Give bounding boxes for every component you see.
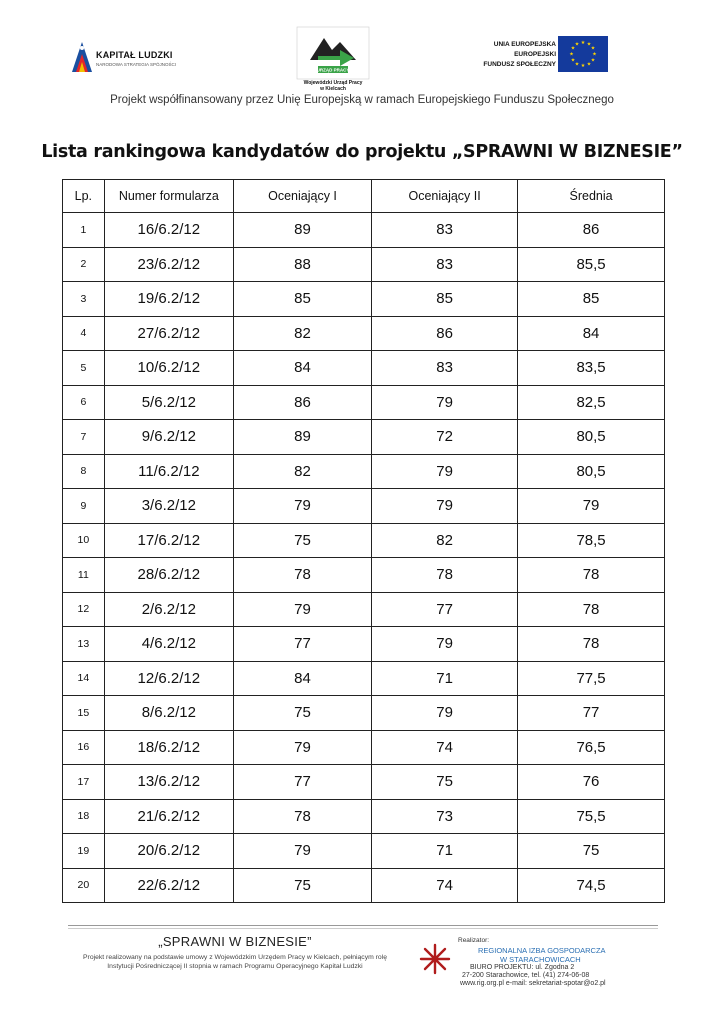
svg-text:★: ★ bbox=[586, 61, 592, 68]
cell-average: 80,5 bbox=[518, 454, 665, 489]
cell-average: 75 bbox=[518, 834, 665, 869]
table-row bbox=[63, 523, 665, 558]
cell-evaluator-1: 78 bbox=[233, 799, 371, 834]
urzad-pracy-caption bbox=[296, 80, 370, 92]
cell-evaluator-2: 79 bbox=[372, 489, 518, 524]
cell-evaluator-2: 73 bbox=[372, 799, 518, 834]
table-row bbox=[63, 834, 665, 869]
table-row bbox=[63, 420, 665, 455]
cell-average: 80,5 bbox=[518, 420, 665, 455]
realizator-label: Realizator: bbox=[458, 937, 490, 944]
table-row bbox=[63, 627, 665, 662]
footer-divider-2 bbox=[68, 928, 658, 929]
cell-evaluator-1: 75 bbox=[233, 696, 371, 731]
cell-evaluator-1: 77 bbox=[233, 627, 371, 662]
cell-average: 77,5 bbox=[518, 661, 665, 696]
cell-evaluator-2: 83 bbox=[372, 351, 518, 386]
table-row bbox=[63, 592, 665, 627]
cell-lp: 18 bbox=[63, 799, 105, 834]
cell-average: 84 bbox=[518, 316, 665, 351]
cell-lp: 11 bbox=[63, 558, 105, 593]
realizator-name-2: W STARACHOWICACH bbox=[500, 955, 581, 964]
table-row bbox=[63, 661, 665, 696]
cell-form-number: 8/6.2/12 bbox=[104, 696, 233, 731]
cell-evaluator-2: 77 bbox=[372, 592, 518, 627]
cell-lp: 17 bbox=[63, 765, 105, 800]
cell-evaluator-1: 79 bbox=[233, 730, 371, 765]
cell-average: 76,5 bbox=[518, 730, 665, 765]
eu-line2: EUROPEJSKI bbox=[514, 51, 556, 58]
svg-text:★: ★ bbox=[580, 63, 586, 69]
cell-lp: 9 bbox=[63, 489, 105, 524]
header-evaluator-2: Oceniający II bbox=[372, 180, 518, 213]
cell-evaluator-1: 89 bbox=[233, 420, 371, 455]
table-row bbox=[63, 489, 665, 524]
footer-desc-line1: Projekt realizowany na podstawie umowy z Wojewódzkim Urzędem Pracy w Kielcach, pełniącym rolę bbox=[83, 954, 387, 961]
cell-average: 78 bbox=[518, 558, 665, 593]
cell-evaluator-1: 84 bbox=[233, 351, 371, 386]
ranking-table bbox=[62, 179, 665, 903]
eu-line3: FUNDUSZ SPOŁECZNY bbox=[483, 61, 556, 68]
cell-evaluator-1: 78 bbox=[233, 558, 371, 593]
cell-evaluator-2: 85 bbox=[372, 282, 518, 317]
kapital-ludzki-sub: NARODOWA STRATEGIA SPÓJNOŚCI bbox=[96, 62, 177, 67]
cell-evaluator-1: 86 bbox=[233, 385, 371, 420]
table-row bbox=[63, 316, 665, 351]
cell-form-number: 28/6.2/12 bbox=[104, 558, 233, 593]
svg-text:★: ★ bbox=[570, 45, 576, 52]
svg-text:★: ★ bbox=[590, 45, 596, 52]
rig-logo-icon bbox=[418, 942, 452, 976]
eu-text bbox=[483, 40, 556, 70]
cell-evaluator-1: 77 bbox=[233, 765, 371, 800]
cell-lp: 5 bbox=[63, 351, 105, 386]
cell-evaluator-2: 82 bbox=[372, 523, 518, 558]
kapital-ludzki-icon bbox=[70, 40, 94, 74]
cell-evaluator-1: 85 bbox=[233, 282, 371, 317]
cell-evaluator-1: 89 bbox=[233, 213, 371, 248]
cell-evaluator-2: 74 bbox=[372, 730, 518, 765]
cell-form-number: 5/6.2/12 bbox=[104, 385, 233, 420]
cell-form-number: 22/6.2/12 bbox=[104, 868, 233, 903]
cell-evaluator-2: 86 bbox=[372, 316, 518, 351]
urzad-pracy-caption-1: Wojewódzki Urząd Pracy bbox=[303, 80, 363, 86]
urzad-pracy-badge: URZĄD PRACY bbox=[316, 67, 350, 73]
project-office: BIURO PROJEKTU: ul. Zgodna 2 bbox=[470, 964, 575, 971]
cell-evaluator-1: 79 bbox=[233, 592, 371, 627]
header-form-number: Numer formularza bbox=[104, 180, 233, 213]
project-address: 27-200 Starachowice, tel. (41) 274-06-08 bbox=[462, 972, 590, 979]
svg-text:★: ★ bbox=[569, 51, 574, 58]
cell-form-number: 3/6.2/12 bbox=[104, 489, 233, 524]
cell-lp: 20 bbox=[63, 868, 105, 903]
page-title: Lista rankingowa kandydatów do projektu „SPRAWNI W BIZNESIE” bbox=[41, 142, 683, 162]
cell-evaluator-1: 79 bbox=[233, 489, 371, 524]
svg-text:★: ★ bbox=[590, 57, 596, 64]
cell-average: 76 bbox=[518, 765, 665, 800]
cell-form-number: 13/6.2/12 bbox=[104, 765, 233, 800]
cell-evaluator-2: 79 bbox=[372, 385, 518, 420]
svg-text:★: ★ bbox=[574, 61, 580, 68]
cell-average: 86 bbox=[518, 213, 665, 248]
project-contact: www.rig.org.pl e-mail: sekretariat-spotar@o2.pl bbox=[460, 980, 606, 987]
table-row bbox=[63, 351, 665, 386]
cell-form-number: 20/6.2/12 bbox=[104, 834, 233, 869]
table-row bbox=[63, 696, 665, 731]
kapital-ludzki-name: KAPITAŁ LUDZKI bbox=[96, 50, 173, 60]
cell-lp: 16 bbox=[63, 730, 105, 765]
cell-lp: 13 bbox=[63, 627, 105, 662]
cell-form-number: 21/6.2/12 bbox=[104, 799, 233, 834]
kapital-ludzki-logo bbox=[70, 40, 180, 76]
cell-evaluator-1: 88 bbox=[233, 247, 371, 282]
cell-average: 79 bbox=[518, 489, 665, 524]
cell-form-number: 11/6.2/12 bbox=[104, 454, 233, 489]
header-lp: Lp. bbox=[63, 180, 105, 213]
cell-form-number: 2/6.2/12 bbox=[104, 592, 233, 627]
table-body bbox=[63, 213, 665, 903]
cell-average: 74,5 bbox=[518, 868, 665, 903]
cell-form-number: 10/6.2/12 bbox=[104, 351, 233, 386]
header-evaluator-1: Oceniający I bbox=[233, 180, 371, 213]
cell-evaluator-2: 75 bbox=[372, 765, 518, 800]
cell-lp: 7 bbox=[63, 420, 105, 455]
header-average: Średnia bbox=[518, 180, 665, 213]
cell-lp: 19 bbox=[63, 834, 105, 869]
cell-evaluator-2: 83 bbox=[372, 213, 518, 248]
cell-lp: 4 bbox=[63, 316, 105, 351]
cell-average: 82,5 bbox=[518, 385, 665, 420]
table-row bbox=[63, 558, 665, 593]
cell-lp: 15 bbox=[63, 696, 105, 731]
eu-logo bbox=[472, 36, 612, 76]
urzad-pracy-icon bbox=[296, 26, 370, 80]
svg-text:★: ★ bbox=[570, 57, 576, 64]
cell-form-number: 12/6.2/12 bbox=[104, 661, 233, 696]
cell-evaluator-2: 79 bbox=[372, 627, 518, 662]
cell-average: 77 bbox=[518, 696, 665, 731]
cell-evaluator-2: 83 bbox=[372, 247, 518, 282]
cell-form-number: 4/6.2/12 bbox=[104, 627, 233, 662]
cell-average: 75,5 bbox=[518, 799, 665, 834]
cell-lp: 6 bbox=[63, 385, 105, 420]
cell-average: 78 bbox=[518, 592, 665, 627]
table-row bbox=[63, 799, 665, 834]
svg-text:★: ★ bbox=[586, 41, 592, 48]
svg-text:★: ★ bbox=[580, 40, 586, 46]
cell-average: 78 bbox=[518, 627, 665, 662]
footer-project-title: „SPRAWNI W BIZNESIE” bbox=[158, 934, 312, 949]
cell-form-number: 19/6.2/12 bbox=[104, 282, 233, 317]
cell-evaluator-2: 72 bbox=[372, 420, 518, 455]
cell-average: 85,5 bbox=[518, 247, 665, 282]
table-row bbox=[63, 385, 665, 420]
cell-form-number: 17/6.2/12 bbox=[104, 523, 233, 558]
cell-form-number: 27/6.2/12 bbox=[104, 316, 233, 351]
eu-line1: UNIA EUROPEJSKA bbox=[493, 41, 556, 48]
cell-evaluator-1: 82 bbox=[233, 454, 371, 489]
table-row bbox=[63, 454, 665, 489]
cell-evaluator-1: 75 bbox=[233, 523, 371, 558]
realizator-name-1: REGIONALNA IZBA GOSPODARCZA bbox=[478, 946, 606, 955]
table-row bbox=[63, 247, 665, 282]
cell-form-number: 18/6.2/12 bbox=[104, 730, 233, 765]
cell-lp: 8 bbox=[63, 454, 105, 489]
table-row bbox=[63, 868, 665, 903]
table-row bbox=[63, 213, 665, 248]
cell-form-number: 16/6.2/12 bbox=[104, 213, 233, 248]
svg-text:★: ★ bbox=[574, 41, 580, 48]
cell-evaluator-2: 79 bbox=[372, 696, 518, 731]
table-row bbox=[63, 730, 665, 765]
cell-evaluator-1: 79 bbox=[233, 834, 371, 869]
cell-lp: 12 bbox=[63, 592, 105, 627]
cell-evaluator-2: 79 bbox=[372, 454, 518, 489]
cell-evaluator-2: 71 bbox=[372, 661, 518, 696]
urzad-pracy-caption-2: w Kielcach bbox=[320, 86, 346, 92]
cell-lp: 2 bbox=[63, 247, 105, 282]
cell-lp: 3 bbox=[63, 282, 105, 317]
footer-divider bbox=[68, 925, 658, 926]
cell-evaluator-2: 71 bbox=[372, 834, 518, 869]
eu-flag-icon bbox=[558, 36, 608, 72]
cell-lp: 1 bbox=[63, 213, 105, 248]
cell-evaluator-1: 82 bbox=[233, 316, 371, 351]
cell-lp: 10 bbox=[63, 523, 105, 558]
svg-text:★: ★ bbox=[592, 51, 597, 58]
cell-lp: 14 bbox=[63, 661, 105, 696]
cell-evaluator-1: 75 bbox=[233, 868, 371, 903]
cell-average: 78,5 bbox=[518, 523, 665, 558]
cell-form-number: 23/6.2/12 bbox=[104, 247, 233, 282]
table-header-row bbox=[63, 180, 665, 213]
footer-desc-line2: Instytucji Pośredniczącej II stopnia w ramach Programu Operacyjnego Kapitał Ludzki bbox=[107, 963, 363, 970]
cell-average: 85 bbox=[518, 282, 665, 317]
header-logos bbox=[0, 22, 724, 92]
table-row bbox=[63, 765, 665, 800]
cell-evaluator-1: 84 bbox=[233, 661, 371, 696]
cofinancing-note: Projekt współfinansowany przez Unię Europejską w ramach Europejskiego Funduszu Społecznego bbox=[110, 94, 614, 106]
table-row bbox=[63, 282, 665, 317]
cell-evaluator-2: 74 bbox=[372, 868, 518, 903]
cell-evaluator-2: 78 bbox=[372, 558, 518, 593]
cell-average: 83,5 bbox=[518, 351, 665, 386]
cell-form-number: 9/6.2/12 bbox=[104, 420, 233, 455]
